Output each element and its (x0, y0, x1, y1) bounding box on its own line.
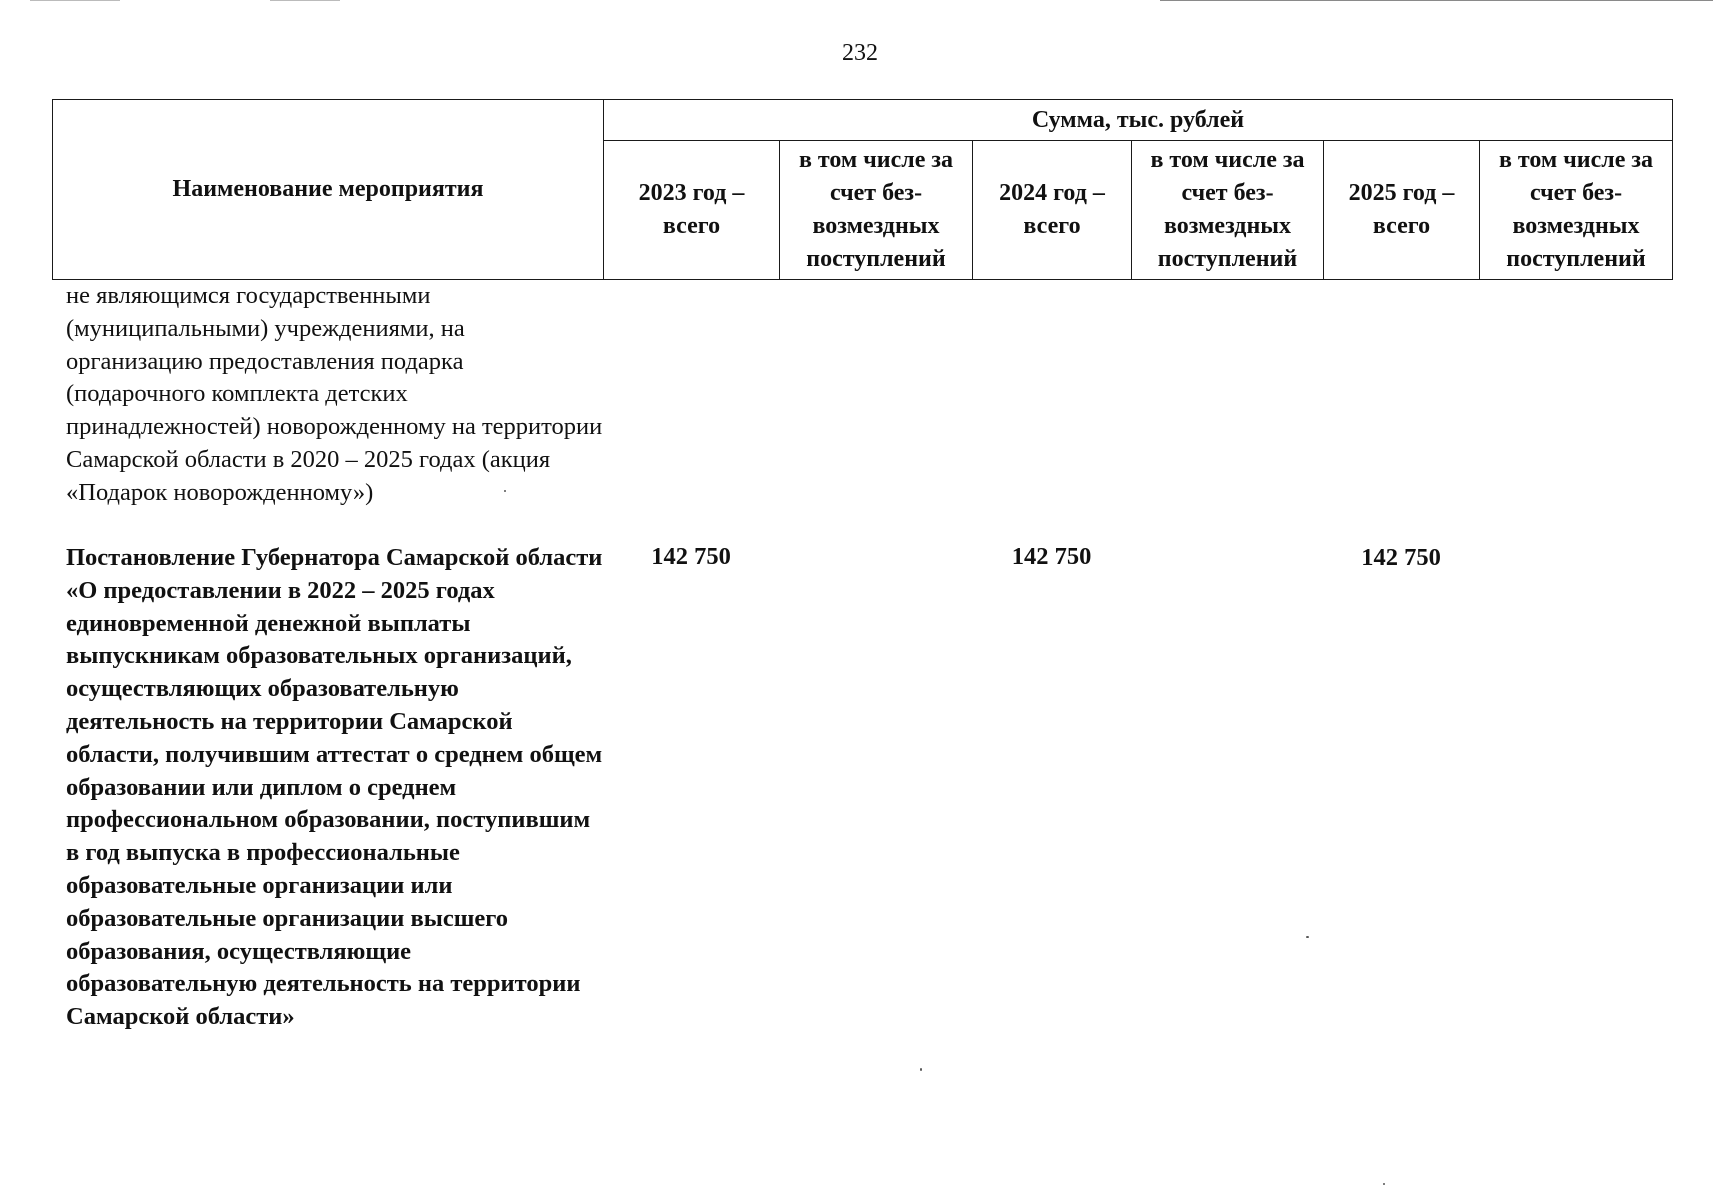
column-header-2024-total: 2024 год – всего (973, 141, 1132, 280)
row-name-graduate-payment: Постановление Губернатора Самарской области «О предоставлении в 2022 – 2025 годах единовременной денежной выплаты выпускникам образовательных организаций, осуществляющих образовательную деятельность на территории Самарской области, получившим аттестат о среднем общем образовании или диплом о среднем профессиональном образовании, поступившим в год выпуска в профессиональные образовательные организации или образовательные организации высшего образования, осуществляющие образовательную деятельность на территории Самарской области» (66, 544, 603, 1031)
value-2025-total: 142 750 (1361, 544, 1441, 571)
name-column-header: Наименование мероприятия (53, 100, 604, 280)
scan-edge-line (30, 0, 120, 1)
page-number: 232 (842, 40, 878, 66)
column-header-2025-total: 2025 год – всего (1324, 141, 1480, 280)
value-2024-total: 142 750 (1011, 543, 1092, 570)
column-header-2023-gratuitous: в том числе за счет без-возмездных поступлений (780, 141, 973, 280)
scan-speck (1306, 936, 1309, 938)
scan-speck (504, 490, 506, 492)
column-header-2024-gratuitous: в том числе за счет без-возмездных поступлений (1132, 141, 1324, 280)
value-2023-total: 142 750 (651, 543, 731, 570)
column-header-2023-total: 2023 год – всего (604, 141, 780, 280)
column-header-2025-gratuitous: в том числе за счет без-возмездных поступлений (1480, 141, 1673, 280)
sum-column-header: Сумма, тыс. рублей (604, 100, 1673, 141)
scan-speck (920, 1068, 922, 1071)
scan-edge-line (270, 0, 340, 1)
table-header (52, 99, 1673, 280)
row-name-gift-newborn: не являющимся государственными (муниципальными) учреждениями, на организацию предоставления подарка (подарочного комплекта детских принадлежностей) новорожденному на территории Самарской области в 2020 – 2025 годах (акция «Подарок новорожденному») (66, 282, 603, 506)
scan-edge-line (1160, 0, 1713, 1)
scan-speck (1383, 1183, 1385, 1185)
